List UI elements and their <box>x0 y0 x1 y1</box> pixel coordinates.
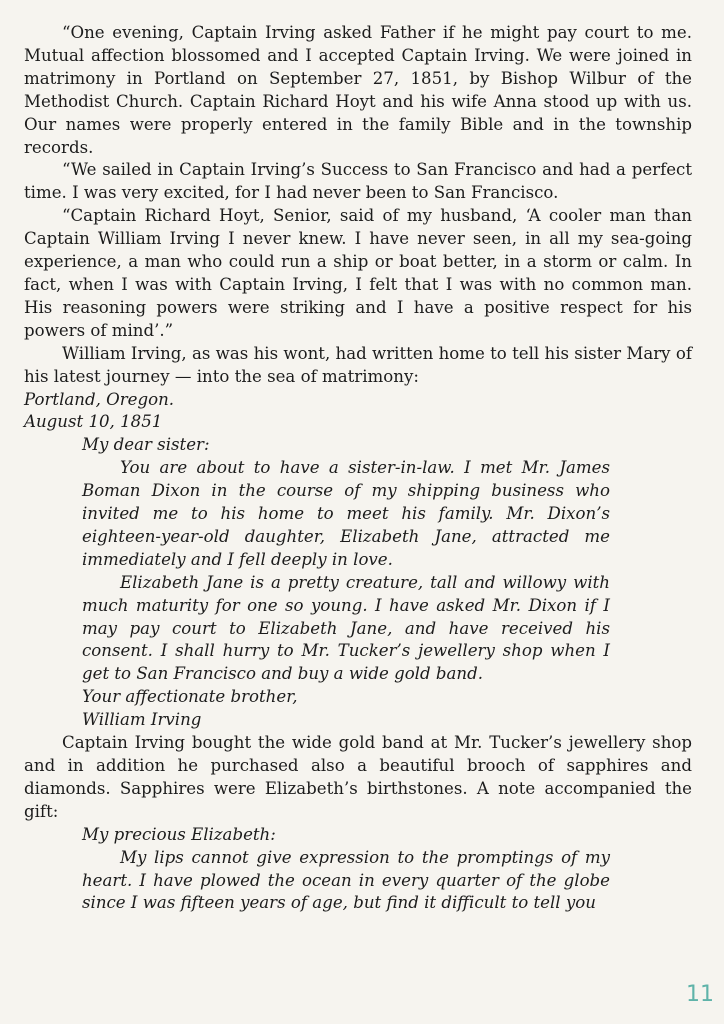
paragraph: “One evening, Captain Irving asked Father if he might pay court to me. Mutual affection blossomed and I accepted Captain Irving. We were joined in matrimony in Portland on September 27, 1851, by Bishop Wilbur of the Methodist Church. Captain Richard Hoyt and his wife Anna stood up with us. Our names were properly entered in the family Bible and in the township records. <box>24 23 692 157</box>
letter-signature: William Irving <box>82 710 202 730</box>
paragraph: William Irving, as was his wont, had written home to tell his sister Mary of his latest journey — into the sea of matrimony: <box>24 343 692 386</box>
paragraph: “Captain Richard Hoyt, Senior, said of my husband, ‘A cooler man than Captain William Irving I never knew. I have never seen, in all my sea-going experience, a man who could run a ship or boat better, in a storm or calm. In fact, when I was with Captain Irving, I felt that I was with no common man. His reasoning powers were striking and I have a positive respect for his powers of mind’.” <box>24 206 692 340</box>
paragraph: “We sailed in Captain Irving’s Success to San Francisco and had a perfect time. I was very excited, for I had never been to San Francisco. <box>24 160 692 203</box>
page-number: 11 <box>686 982 714 1007</box>
letter-paragraph: My lips cannot give expression to the promptings of my heart. I have plowed the ocean in every quarter of the globe since I was fifteen years of age, but find it difficult to tell you <box>82 847 610 913</box>
letter-to-sister <box>82 434 610 732</box>
letter-paragraph: Elizabeth Jane is a pretty creature, tall and willowy with much maturity for one so young. I have asked Mr. Dixon if I may pay court to Elizabeth Jane, and have received his consent. I shall hurry to Mr. Tucker’s jewellery shop when I get to San Francisco and buy a wide gold band. <box>82 572 610 684</box>
letter-salutation: My dear sister: <box>82 435 210 455</box>
paragraph: Captain Irving bought the wide gold band at Mr. Tucker’s jewellery shop and in addition he purchased also a beautiful brooch of sapphires and diamonds. Sapphires were Elizabeth’s birthstones. A note accompanied the gift: <box>24 733 692 821</box>
note-to-elizabeth <box>82 824 610 916</box>
letter-paragraph: You are about to have a sister-in-law. I met Mr. James Boman Dixon in the course of my shipping business who invited me to his home to meet his family. Mr. Dixon’s eighteen-year-old daughter, Elizabeth Jane, attracted me immediately and I fell deeply in love. <box>82 458 610 569</box>
letter-date: August 10, 1851 <box>24 412 163 432</box>
letter-salutation: My precious Elizabeth: <box>82 824 276 844</box>
letter-closing: Your affectionate brother, <box>82 687 298 707</box>
document-page <box>24 22 692 915</box>
letter-place: Portland, Oregon. <box>24 389 175 409</box>
